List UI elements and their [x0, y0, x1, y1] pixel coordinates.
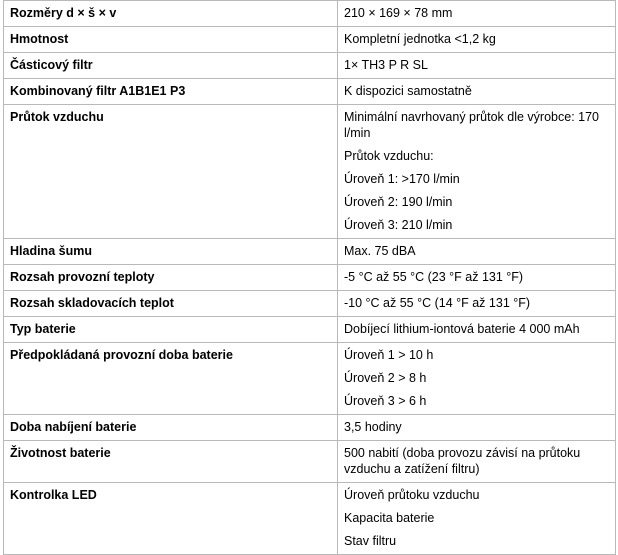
- row-label: Průtok vzduchu: [4, 105, 338, 239]
- row-label: Hladina šumu: [4, 239, 338, 265]
- value-line: 1× TH3 P R SL: [344, 58, 428, 72]
- table-row: [4, 53, 616, 79]
- value-line: 210 × 169 × 78 mm: [344, 6, 453, 20]
- value-line: -5 °C až 55 °C (23 °F až 131 °F): [344, 270, 524, 284]
- table-row: [4, 415, 616, 441]
- row-label: Částicový filtr: [4, 53, 338, 79]
- row-value: [338, 79, 616, 105]
- row-value: [338, 415, 616, 441]
- value-line: Úroveň 2 > 8 h: [344, 371, 427, 385]
- row-value: [338, 343, 616, 415]
- value-line: Kompletní jednotka <1,2 kg: [344, 32, 496, 46]
- table-row: [4, 317, 616, 343]
- row-label: Typ baterie: [4, 317, 338, 343]
- row-value: [338, 239, 616, 265]
- value-line: Úroveň 1: >170 l/min: [344, 172, 460, 186]
- value-line: K dispozici samostatně: [344, 84, 472, 98]
- row-label: Životnost baterie: [4, 441, 338, 483]
- row-label: Hmotnost: [4, 27, 338, 53]
- row-label: Kontrolka LED: [4, 483, 338, 555]
- value-line: Úroveň 3: 210 l/min: [344, 218, 453, 232]
- table-row: [4, 27, 616, 53]
- value-line: Úroveň průtoku vzduchu: [344, 488, 480, 502]
- table-row: [4, 343, 616, 415]
- table-row: [4, 79, 616, 105]
- row-value: [338, 441, 616, 483]
- table-row: [4, 1, 616, 27]
- table-row: [4, 105, 616, 239]
- value-line: Kapacita baterie: [344, 511, 435, 525]
- row-label: Kombinovaný filtr A1B1E1 P3: [4, 79, 338, 105]
- row-value: [338, 105, 616, 239]
- row-value: [338, 1, 616, 27]
- row-label: Rozměry d × š × v: [4, 1, 338, 27]
- value-line: Minimální navrhovaný průtok dle výrobce: 170 l/min: [344, 110, 599, 140]
- row-label: Předpokládaná provozní doba baterie: [4, 343, 338, 415]
- value-line: 500 nabití (doba provozu závisí na průtoku vzduchu a zatížení filtru): [344, 446, 581, 476]
- row-value: [338, 53, 616, 79]
- row-label: Rozsah skladovacích teplot: [4, 291, 338, 317]
- value-line: Úroveň 2: 190 l/min: [344, 195, 453, 209]
- value-line: Stav filtru: [344, 534, 397, 548]
- value-line: Průtok vzduchu:: [344, 149, 434, 163]
- table-row: [4, 291, 616, 317]
- table-row: [4, 239, 616, 265]
- row-label: Rozsah provozní teploty: [4, 265, 338, 291]
- value-line: Max. 75 dBA: [344, 244, 416, 258]
- table-row: [4, 441, 616, 483]
- value-line: Úroveň 1 > 10 h: [344, 348, 434, 362]
- row-value: [338, 27, 616, 53]
- value-line: Úroveň 3 > 6 h: [344, 394, 427, 408]
- row-value: [338, 483, 616, 555]
- value-line: 3,5 hodiny: [344, 420, 402, 434]
- row-value: [338, 317, 616, 343]
- row-value: [338, 265, 616, 291]
- row-value: [338, 291, 616, 317]
- value-line: Dobíjecí lithium-iontová baterie 4 000 mAh: [344, 322, 580, 336]
- table-row: [4, 483, 616, 555]
- spec-table: [3, 0, 616, 555]
- table-row: [4, 265, 616, 291]
- row-label: Doba nabíjení baterie: [4, 415, 338, 441]
- value-line: -10 °C až 55 °C (14 °F až 131 °F): [344, 296, 531, 310]
